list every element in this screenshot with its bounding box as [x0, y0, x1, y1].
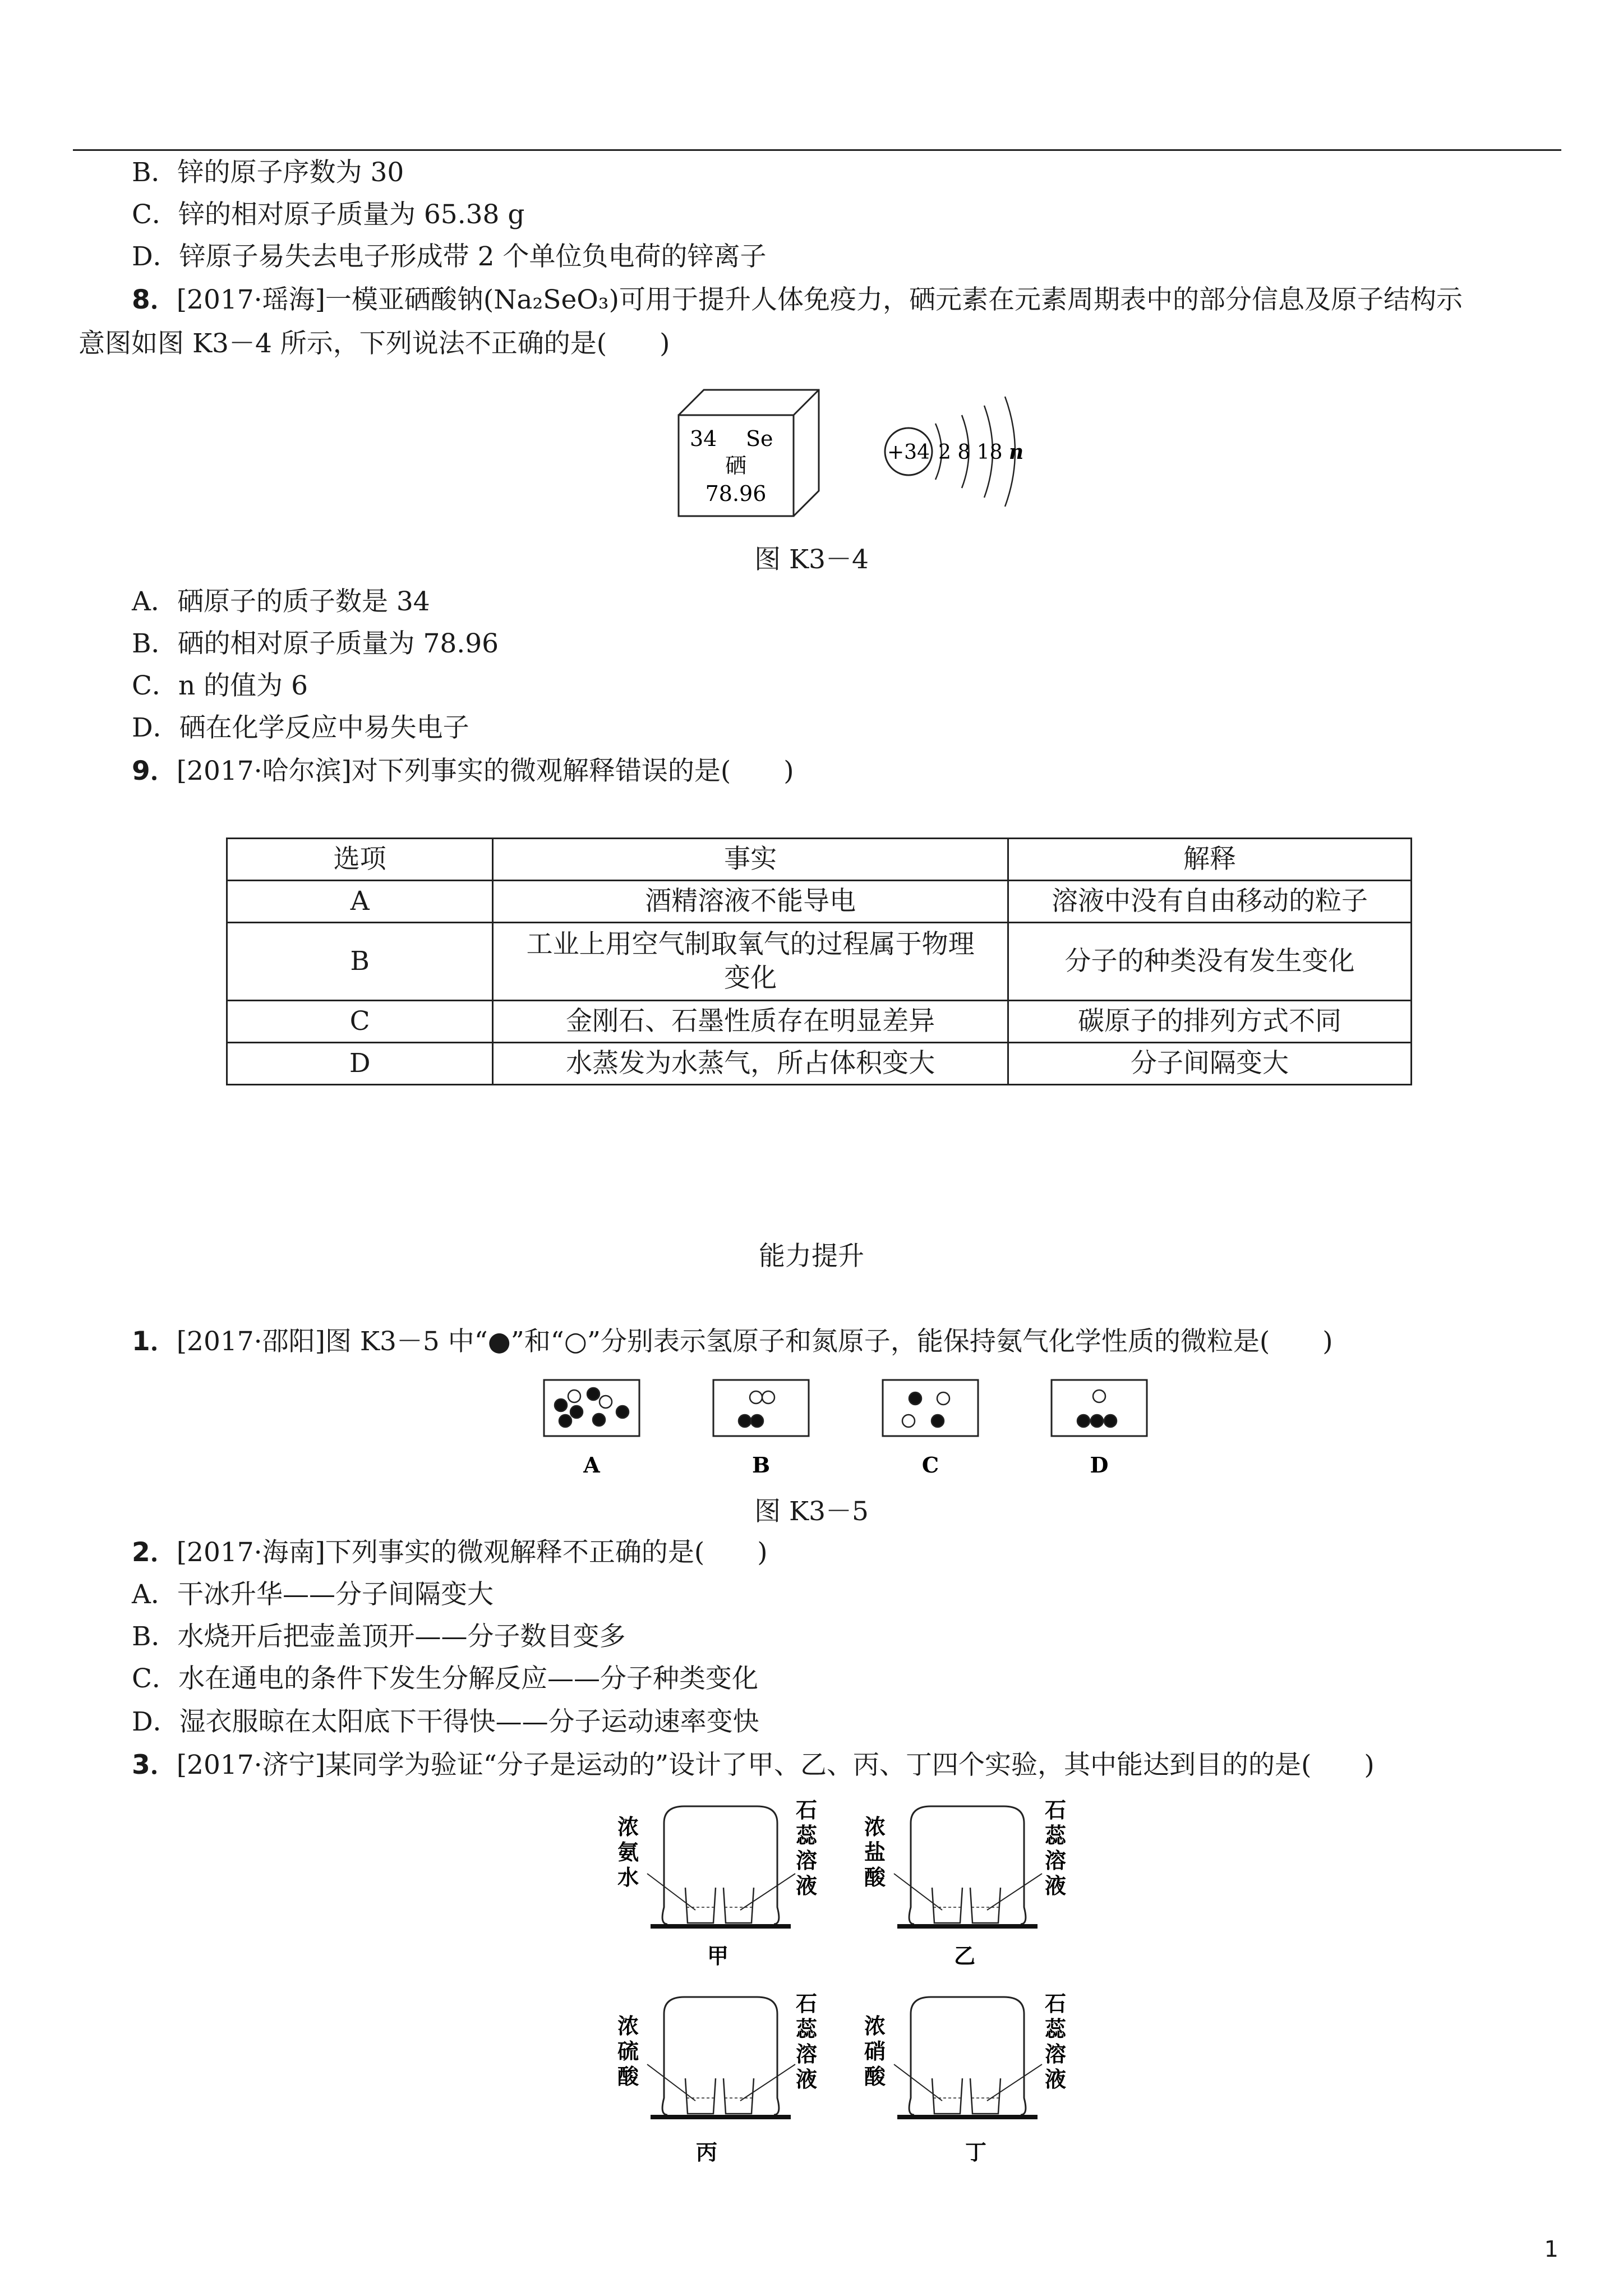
indicator-char: 石	[1044, 1797, 1067, 1823]
molecule-d-icon	[1077, 1390, 1117, 1427]
p2-number: 2．	[132, 1537, 177, 1568]
table-cell: D	[227, 1043, 493, 1085]
table-header: 选项	[227, 839, 493, 881]
q8-number: 8．	[132, 284, 177, 315]
element-mass: 78.96	[705, 481, 767, 506]
indicator-char: 液	[1044, 1873, 1067, 1898]
reagent-char: 酸	[617, 2064, 639, 2089]
experiment-bing	[617, 1991, 818, 2165]
table-row	[227, 881, 1412, 923]
figure-k3-5-caption: 图 K3－5	[754, 1496, 869, 1527]
table-cell: 分子间隔变大	[1008, 1043, 1412, 1085]
option-label: B	[751, 1452, 771, 1478]
molecule-c-icon	[902, 1392, 949, 1427]
table-cell: 金刚石、石墨性质存在明显差异	[493, 1001, 1008, 1043]
header-rule	[73, 149, 1561, 151]
figure-k3-5	[538, 1377, 1166, 1484]
indicator-char: 溶	[1044, 2041, 1067, 2067]
table-cell: 碳原子的排列方式不同	[1008, 1001, 1412, 1043]
experiment-label: 甲	[707, 1943, 729, 1968]
p2-option-a: A．干冰升华——分子间隔变大	[132, 1579, 494, 1610]
indicator-char: 液	[795, 2067, 818, 2092]
reagent-char: 氨	[617, 1839, 639, 1865]
p3-stem: 3．[2017·济宁]某同学为验证“分子是运动的”设计了甲、乙、丙、丁四个实验，其中能达到目的的是( )	[132, 1750, 1375, 1780]
q8-option-d: D．硒在化学反应中易失电子	[132, 712, 469, 743]
molecule-b-icon	[739, 1391, 774, 1427]
option-label: C	[921, 1452, 939, 1478]
experiment-label: 丙	[695, 2139, 718, 2165]
p1-number: 1．	[132, 1326, 177, 1357]
reagent-char: 浓	[864, 2013, 886, 2039]
q7-option-b: B．锌的原子序数为 30	[132, 157, 404, 188]
indicator-char: 溶	[1044, 1848, 1067, 1873]
reagent-char: 浓	[864, 1814, 886, 1839]
experiment-ding	[864, 1991, 1067, 2165]
p3-number: 3．	[132, 1750, 177, 1780]
table-row	[227, 1043, 1412, 1085]
element-name: 硒	[725, 453, 747, 478]
table-cell: 分子的种类没有发生变化	[1008, 923, 1412, 1001]
experiment-label: 丁	[965, 2139, 987, 2165]
q7-option-c: C．锌的相对原子质量为 65.38 g	[132, 199, 525, 230]
table-cell: 酒精溶液不能导电	[493, 881, 1008, 923]
figure-k3-4-caption: 图 K3－4	[754, 544, 869, 575]
indicator-char: 溶	[795, 2041, 818, 2067]
page-number: 1	[1544, 2237, 1559, 2262]
section-title: 能力提升	[759, 1241, 864, 1272]
q8-option-c: C．n 的值为 6	[132, 670, 308, 701]
table-row	[227, 1001, 1412, 1043]
reagent-char: 酸	[864, 1865, 886, 1890]
reagent-char: 盐	[864, 1839, 886, 1865]
reagent-char: 硝	[864, 2039, 886, 2064]
table-row	[227, 923, 1412, 1001]
indicator-char: 蕊	[1044, 2016, 1067, 2041]
element-symbol: Se	[746, 426, 773, 451]
indicator-char: 蕊	[1044, 1823, 1067, 1848]
option-box-c	[883, 1380, 978, 1436]
table-cell: A	[227, 881, 493, 923]
option-label: A	[583, 1452, 600, 1478]
experiment-figure	[606, 1795, 1110, 2199]
table-header-row	[227, 839, 1412, 881]
q7-option-d: D．锌原子易失去电子形成带 2 个单位负电荷的锌离子	[132, 241, 767, 272]
q8-option-b: B．硒的相对原子质量为 78.96	[132, 628, 499, 659]
q8-stem-line2: 意图如图 K3－4 所示，下列说法不正确的是( )	[79, 328, 670, 359]
table-cell: 工业上用空气制取氧气的过程属于物理变化	[493, 923, 1008, 1001]
indicator-char: 溶	[795, 1848, 818, 1873]
p2-option-c: C．水在通电的条件下发生分解反应——分子种类变化	[132, 1663, 758, 1694]
option-label: D	[1090, 1452, 1109, 1478]
experiment-jia	[617, 1797, 818, 1968]
table-cell: C	[227, 1001, 493, 1043]
p1-stem: 1．[2017·邵阳]图 K3－5 中“●”和“○”分别表示氢原子和氮原子，能保持氨气化学性质的微粒是( )	[132, 1326, 1333, 1357]
option-box-d	[1052, 1380, 1147, 1436]
q8-option-a: A．硒原子的质子数是 34	[132, 586, 430, 617]
indicator-char: 液	[1044, 2067, 1067, 2092]
p2-option-d: D．湿衣服晾在太阳底下干得快——分子运动速率变快	[132, 1706, 759, 1737]
reagent-char: 水	[617, 1865, 639, 1890]
p2-option-b: B．水烧开后把壶盖顶开——分子数目变多	[132, 1621, 626, 1652]
selenium-figure	[662, 384, 1032, 530]
q9-number: 9．	[132, 756, 177, 786]
molecule-a-icon	[555, 1388, 629, 1427]
reagent-char: 酸	[864, 2064, 886, 2089]
experiment-label: 乙	[953, 1943, 976, 1968]
q9-table	[226, 838, 1412, 1085]
option-box-b	[713, 1380, 809, 1436]
shell-electrons: 2 8 18 n	[938, 440, 1024, 464]
indicator-char: 蕊	[795, 1823, 818, 1848]
table-header: 解释	[1008, 839, 1412, 881]
reagent-char: 浓	[617, 1814, 639, 1839]
p2-stem: 2．[2017·海南]下列事实的微观解释不正确的是( )	[132, 1537, 768, 1568]
reagent-char: 硫	[617, 2039, 639, 2064]
element-number: 34	[690, 426, 717, 451]
indicator-char: 液	[795, 1873, 818, 1898]
indicator-char: 石	[795, 1991, 818, 2016]
table-cell: 水蒸发为水蒸气，所占体积变大	[493, 1043, 1008, 1085]
table-cell: 溶液中没有自由移动的粒子	[1008, 881, 1412, 923]
q8-stem-line1: 8．[2017·瑶海]一模亚硒酸钠(Na₂SeO₃)可用于提升人体免疫力，硒元素在元素周期表中的部分信息及原子结构示	[132, 284, 1463, 315]
q9-stem: 9．[2017·哈尔滨]对下列事实的微观解释错误的是( )	[132, 756, 794, 786]
indicator-char: 石	[795, 1797, 818, 1823]
experiment-yi	[864, 1797, 1067, 1968]
reagent-char: 浓	[617, 2013, 639, 2039]
indicator-char: 蕊	[795, 2016, 818, 2041]
table-header: 事实	[493, 839, 1008, 881]
nucleus-charge: +34	[887, 441, 930, 464]
indicator-char: 石	[1044, 1991, 1067, 2016]
table-cell: B	[227, 923, 493, 1001]
